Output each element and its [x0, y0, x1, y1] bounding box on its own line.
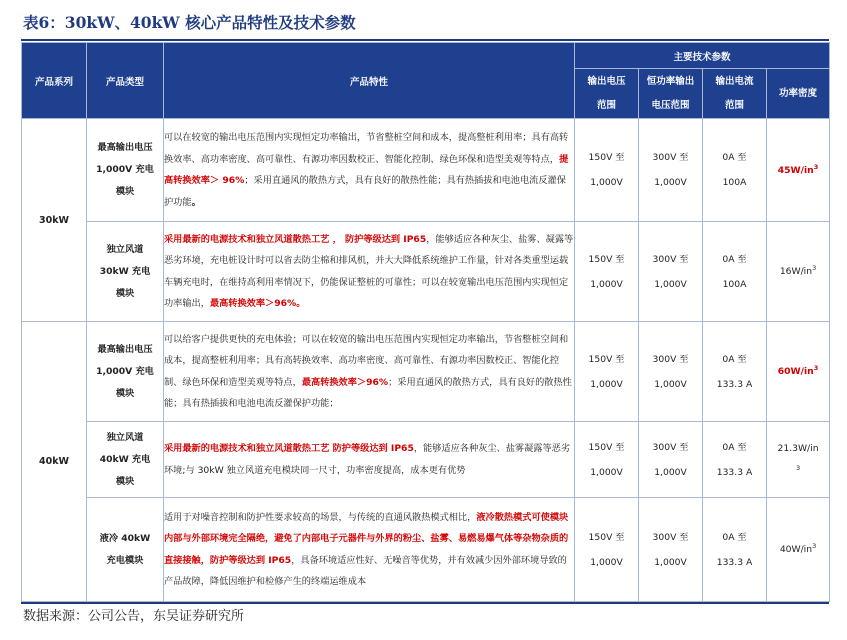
const-power-range-cell: 300V 至 1,000V [639, 498, 703, 602]
power-density-cell: $60W/in^3$ [767, 322, 830, 422]
voltage-range-cell: 150V 至 1,000V [575, 222, 639, 322]
type-cell: 液冷 40kW 充电模块 [87, 498, 164, 602]
type-cell: 最高输出电压 1,000V 充电 模块 [87, 119, 164, 222]
highlight-text: 液冷散热模式可使模块内部与外部环境完全隔绝，避免了内部电子元器件与外界的粉尘、盐雾、易燃易爆气体等杂物杂质的直接接触，防护等级达到 IP65 [164, 511, 569, 566]
series-cell: 40kW [22, 322, 87, 602]
feature-text: ，具备环境适应性好、无噪音等优势，并有效减少因外部环境导致的产品故障，降低因维护和检修产生的终端运维成本 [164, 554, 567, 587]
const-power-range-cell: 300V 至 1,000V [639, 322, 703, 422]
power-density-cell: $45W/in^3$ [767, 119, 830, 222]
power-density-cell: 21.3W/in $^3$ [767, 422, 830, 498]
feature-text: ，能够适应各种灰尘、盐雾凝露等恶劣环境;与 30kW 独立风道充电模块同一尺寸，功率密度提高，成本更有优势 [164, 443, 571, 476]
features-cell [164, 498, 575, 602]
feature-text: 可以给客户提供更快的充电体验；可以在较宽的输出电压范围内实现恒定功率输出，节省整桩空间和成本，提高整桩利用率；具有高转换效率、高功率密度、高可靠性、有源功率因数校正、智能化控制、绿色环保和造型美观等特点， [164, 333, 569, 388]
voltage-range-cell: 150V 至 1,000V [575, 422, 639, 498]
table-title: 表6：30kW、40kW 核心产品特性及技术参数 [23, 13, 356, 32]
voltage-range-cell: 150V 至 1,000V [575, 498, 639, 602]
features-cell [164, 119, 575, 222]
series-cell: 30kW [22, 119, 87, 322]
table-row [22, 422, 830, 498]
const-power-range-cell: 300V 至 1,000V [639, 222, 703, 322]
table-row [22, 322, 830, 422]
highlight-text: 采用最新的电源技术和独立风道散热工艺 ， 防护等级达到 IP65 [164, 233, 427, 245]
current-range-cell: 0A 至 100A [703, 119, 767, 222]
features-cell [164, 222, 575, 322]
feature-text: ；采用直通风的散热方式，具有良好的散热性能；具有热插拔和电池电流反灌保护功能 [164, 175, 566, 208]
features-cell [164, 422, 575, 498]
power-density-cell: $16W/in^3$ [767, 222, 830, 322]
header-voltage-range: 输出电压 范围 [575, 69, 639, 119]
feature-text: ；采用直通风的散热方式，具有良好的散热性能；具有热插拔和电池电流反灌保护功能； [164, 376, 572, 409]
const-power-range-cell: 300V 至 1,000V [639, 119, 703, 222]
source-note: 数据来源：公司公告，东吴证券研究所 [23, 609, 245, 624]
current-range-cell: 0A 至 133.3 A [703, 322, 767, 422]
title-divider [21, 39, 829, 41]
header-type: 产品类型 [87, 43, 164, 119]
voltage-range-cell: 150V 至 1,000V [575, 119, 639, 222]
voltage-range-cell: 150V 至 1,000V [575, 322, 639, 422]
const-power-range-cell: 300V 至 1,000V [639, 422, 703, 498]
highlight-text: 最高转换效率＞96% [301, 376, 389, 388]
type-cell: 最高输出电压 1,000V 充电 模块 [87, 322, 164, 422]
spec-table [21, 42, 830, 602]
feature-text: ，能够适应各种灰尘、盐雾、凝露等恶劣环境，充电桩设计时可以省去防尘棉和排风机，并大大降低系统维护工作量，针对各类重型运载车辆充电时，在维持高利用率情况下，仍能保证整桩的可靠性；可以在较宽输出电压范围内实现恒定功率输出， [164, 233, 574, 309]
feature-text: 适用于对噪音控制和防护性要求较高的场景，与传统的直通风散热模式相比， [164, 511, 477, 523]
highlight-text: 提高转换效率＞ 96% [164, 153, 569, 186]
current-range-cell: 0A 至 133.3 A [703, 498, 767, 602]
feature-text: 可以在较宽的输出电压范围内实现恒定功率输出，节省整桩空间和成本，提高整桩利用率；具有高转换效率、高功率密度、高可靠性、有源功率因数校正、智能化控制、绿色环保和造型美观等特点， [164, 132, 569, 165]
header-features: 产品特性 [164, 43, 575, 119]
header-const-power-range: 恒功率输出 电压范围 [639, 69, 703, 119]
features-cell [164, 322, 575, 422]
table-row [22, 498, 830, 602]
highlight-text: 采用最新的电源技术和独立风道散热工艺 防护等级达到 IP65 [164, 443, 414, 454]
header-current-range: 输出电流 范围 [703, 69, 767, 119]
header-main-params: 主要技术参数 [575, 43, 830, 69]
power-density-cell: $40W/in^3$ [767, 498, 830, 602]
feature-text: 。 [191, 196, 201, 208]
highlight-text: 最高转换效率＞96%。 [209, 298, 306, 309]
current-range-cell: 0A 至 133.3 A [703, 422, 767, 498]
bottom-divider [21, 602, 829, 604]
type-cell: 独立风道 40kW 充电 模块 [87, 422, 164, 498]
header-series: 产品系列 [22, 43, 87, 119]
type-cell: 独立风道 30kW 充电 模块 [87, 222, 164, 322]
table-row [22, 222, 830, 322]
header-power-density: 功率密度 [767, 69, 830, 119]
current-range-cell: 0A 至 100A [703, 222, 767, 322]
table-row [22, 119, 830, 222]
